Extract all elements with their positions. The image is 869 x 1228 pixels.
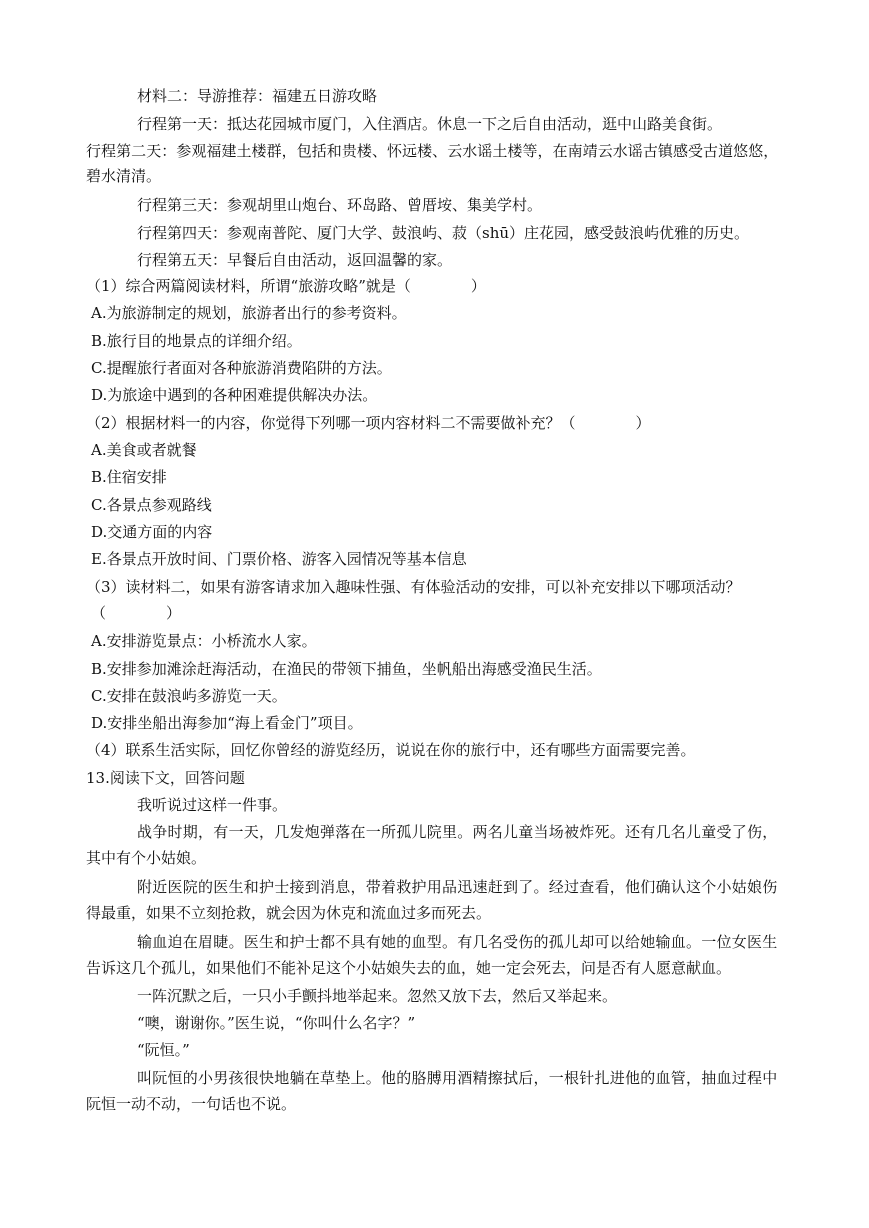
question-1-option-d: D.为旅途中遇到的各种困难提供解决办法。 <box>91 386 378 404</box>
question-3-option-c: C.安排在鼓浪屿多游览一天。 <box>91 687 287 705</box>
itinerary-day-1: 行程第一天：抵达花园城市厦门，入住酒店。休息一下之后自由活动，逛中山路美食街。 <box>137 115 723 133</box>
material-two-heading: 材料二：导游推荐：福建五日游攻略 <box>137 87 378 105</box>
passage-paragraph-8: 叫阮恒的小男孩很快地躺在草垫上。他的胳膊用酒精擦拭后，一根针扎进他的血管，抽血过程中 <box>137 1069 778 1087</box>
question-2-option-c: C.各景点参观路线 <box>91 496 212 514</box>
itinerary-day-2: 行程第二天：参观福建土楼群，包括和贵楼、怀远楼、云水谣土楼等，在南靖云水谣古镇感受古道悠悠， <box>86 142 779 160</box>
passage-paragraph-3-continued: 得最重，如果不立刻抢救，就会因为休克和流血过多而死去。 <box>86 904 492 922</box>
question-13-heading: 13.阅读下文，回答问题 <box>86 769 245 787</box>
passage-paragraph-6: “噢，谢谢你。”医生说，“你叫什么名字？” <box>137 1014 416 1032</box>
question-3-option-b: B.安排参加滩涂赶海活动，在渔民的带领下捕鱼，坐帆船出海感受渔民生活。 <box>91 660 602 678</box>
passage-paragraph-2: 战争时期，有一天，几发炮弹落在一所孤儿院里。两名儿童当场被炸死。还有几名儿童受了伤， <box>137 823 778 841</box>
itinerary-day-3: 行程第三天：参观胡里山炮台、环岛路、曾厝垵、集美学村。 <box>137 196 543 214</box>
question-2-stem: （2）根据材料一的内容，你觉得下列哪一项内容材料二不需要做补充？（ ） <box>86 414 651 432</box>
question-3-stem: （3）读材料二，如果有游客请求加入趣味性强、有体验活动的安排，可以补充安排以下哪项活动？ <box>86 578 741 596</box>
itinerary-day-2-continued: 碧水清清。 <box>86 167 162 185</box>
passage-paragraph-4: 输血迫在眉睫。医生和护士都不具有她的血型。有几名受伤的孤儿却可以给她输血。一位女医生 <box>137 933 778 951</box>
question-2-option-d: D.交通方面的内容 <box>91 523 213 541</box>
question-2-option-a: A.美食或者就餐 <box>91 441 197 459</box>
passage-paragraph-8-continued: 阮恒一动不动，一句话也不说。 <box>86 1095 297 1113</box>
passage-paragraph-1: 我听说过这样一件事。 <box>137 796 288 814</box>
question-4-stem: （4）联系生活实际，回忆你曾经的游览经历，说说在你的旅行中，还有哪些方面需要完善。 <box>86 741 696 759</box>
question-3-option-d: D.安排坐船出海参加“海上看金门”项目。 <box>91 714 363 732</box>
question-3-answer-blank: （ ） <box>91 604 182 622</box>
passage-paragraph-3: 附近医院的医生和护士接到消息，带着救护用品迅速赶到了。经过查看，他们确认这个小姑娘伤 <box>137 878 778 896</box>
passage-paragraph-2-continued: 其中有个小姑娘。 <box>86 849 207 867</box>
question-1-stem: （1）综合两篇阅读材料，所谓“旅游攻略”就是（ ） <box>86 277 486 295</box>
question-1-option-a: A.为旅游制定的规划，旅游者出行的参考资料。 <box>91 304 407 322</box>
itinerary-day-5: 行程第五天：早餐后自由活动，返回温馨的家。 <box>137 251 453 269</box>
question-2-option-b: B.住宿安排 <box>91 468 167 486</box>
question-1-option-c: C.提醒旅行者面对各种旅游消费陷阱的方法。 <box>91 359 392 377</box>
itinerary-day-4: 行程第四天：参观南普陀、厦门大学、鼓浪屿、菽（shū）庄花园，感受鼓浪屿优雅的历史。 <box>137 224 750 242</box>
question-2-option-e: E.各景点开放时间、门票价格、游客入园情况等基本信息 <box>91 550 467 568</box>
question-1-option-b: B.旅行目的地景点的详细介绍。 <box>91 332 302 350</box>
question-3-option-a: A.安排游览景点：小桥流水人家。 <box>91 632 317 650</box>
passage-paragraph-4-continued: 告诉这几个孤儿，如果他们不能补足这个小姑娘失去的血，她一定会死去，问是否有人愿意献血。 <box>86 959 732 977</box>
passage-paragraph-5: 一阵沉默之后，一只小手颤抖地举起来。忽然又放下去，然后又举起来。 <box>137 987 618 1005</box>
passage-paragraph-7: “阮恒。” <box>137 1041 190 1059</box>
